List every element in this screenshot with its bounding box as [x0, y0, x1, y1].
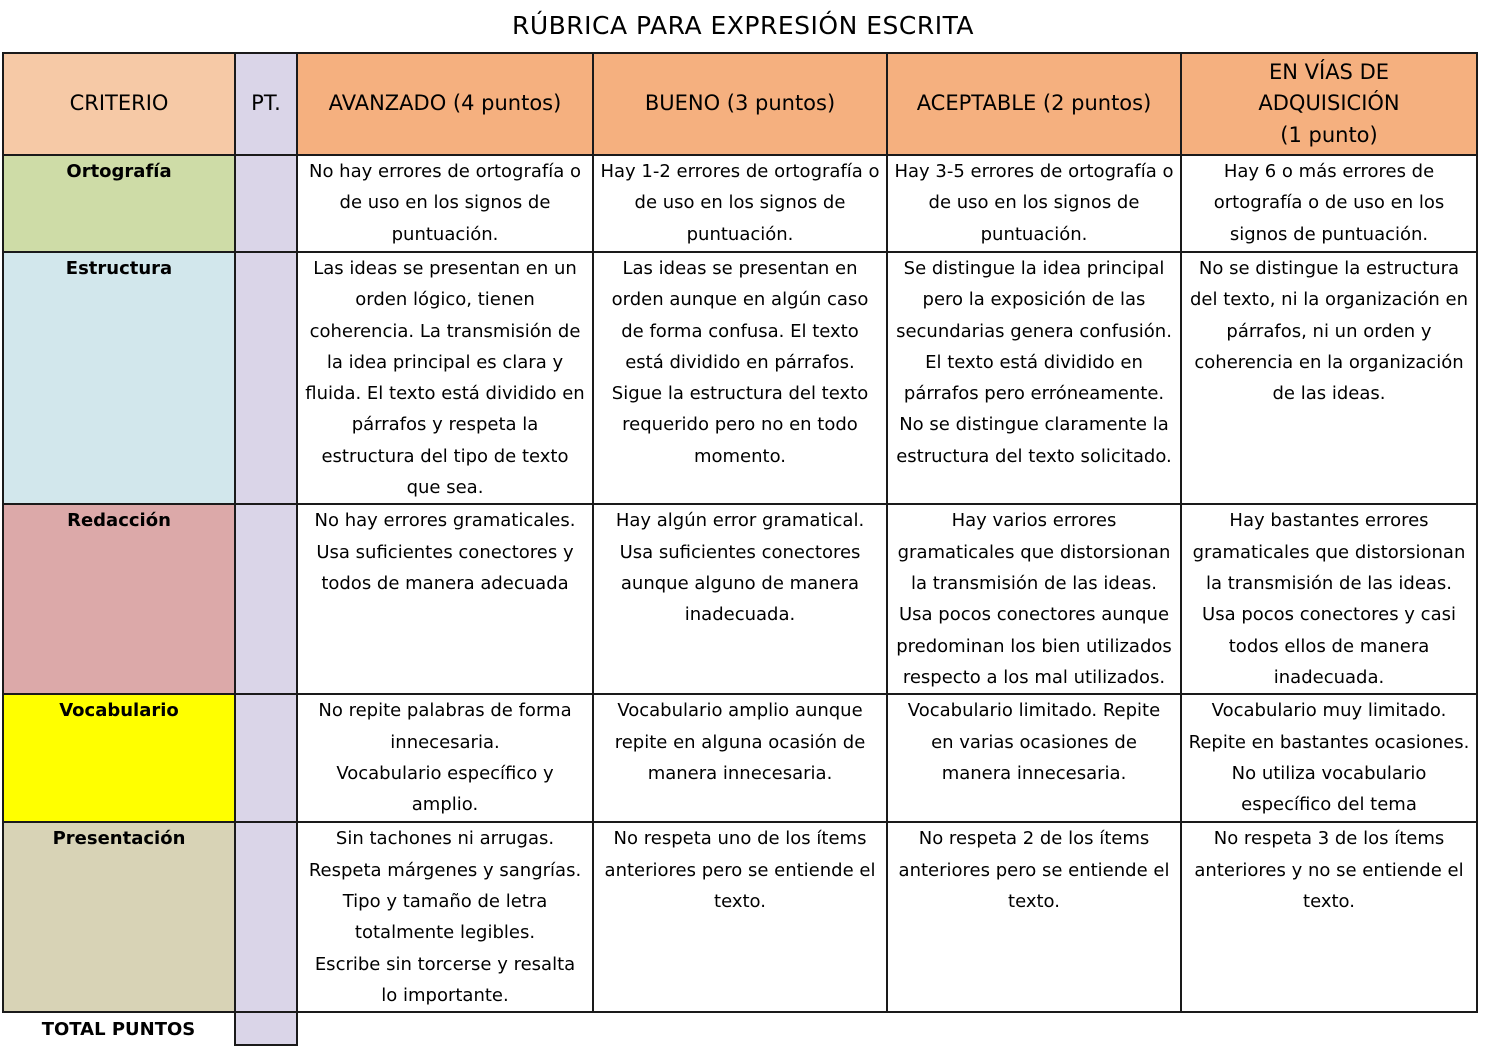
- cell-vocabulario-aceptable: Vocabulario limitado. Repite en varias ocasiones de manera innecesaria.: [887, 694, 1181, 822]
- header-pt: PT.: [235, 53, 297, 155]
- row-vocabulario: [3, 694, 1477, 822]
- pt-cell-estructura[interactable]: [235, 252, 297, 504]
- cell-estructura-avanzado: Las ideas se presentan en un orden lógico, tienen coherencia. La transmisión de la idea principal es clara y fluida. El texto está dividido en párrafos y respeta la estructura del tipo de texto que sea.: [297, 252, 593, 504]
- cell-line: No repite palabras de forma innecesaria.: [318, 700, 572, 753]
- cell-redaccion-en-vias: Hay bastantes errores gramaticales que distorsionan la transmisión de las ideas. Usa pocos conectores y casi todos ellos de manera inadecuada.: [1181, 504, 1477, 694]
- header-row: [3, 53, 1477, 155]
- cell-redaccion-aceptable: Hay varios errores gramaticales que distorsionan la transmisión de las ideas. Usa pocos conectores aunque predominan los bien utilizados respecto a los mal utilizados.: [887, 504, 1181, 694]
- criterio-redaccion: Redacción: [3, 504, 235, 694]
- header-en-vias-title: EN VÍAS DE ADQUISICIÓN: [1258, 60, 1400, 116]
- cell-line: Vocabulario específico y amplio.: [336, 762, 554, 816]
- total-row: [3, 1012, 1477, 1045]
- cell-vocabulario-en-vias: [1181, 694, 1477, 822]
- cell-line: Vocabulario muy limitado.: [1211, 700, 1447, 722]
- header-criterio: CRITERIO: [3, 53, 235, 155]
- cell-line: Tipo y tamaño de letra totalmente legibles.: [342, 890, 548, 944]
- cell-line: Respeta márgenes y sangrías.: [308, 859, 582, 881]
- row-estructura: [3, 252, 1477, 504]
- pt-cell-presentacion[interactable]: [235, 822, 297, 1012]
- row-ortografia: [3, 155, 1477, 252]
- cell-line: No utiliza vocabulario específico del tema: [1231, 762, 1427, 816]
- criterio-ortografia: Ortografía: [3, 155, 235, 252]
- cell-ortografia-bueno: Hay 1-2 errores de ortografía o de uso en los signos de puntuación.: [593, 155, 887, 252]
- cell-estructura-bueno: Las ideas se presentan en orden aunque en algún caso de forma confusa. El texto está dividido en párrafos. Sigue la estructura del texto requerido pero no en todo momento.: [593, 252, 887, 504]
- cell-vocabulario-bueno: Vocabulario amplio aunque repite en alguna ocasión de manera innecesaria.: [593, 694, 887, 822]
- cell-estructura-aceptable: Se distingue la idea principal pero la exposición de las secundarias genera confusión. El texto está dividido en párrafos pero erróneamente. No se distingue claramente la estructura del texto solicitado.: [887, 252, 1181, 504]
- header-en-vias: [1181, 53, 1477, 155]
- pt-cell-ortografia[interactable]: [235, 155, 297, 252]
- header-avanzado: AVANZADO (4 puntos): [297, 53, 593, 155]
- pt-cell-vocabulario[interactable]: [235, 694, 297, 822]
- cell-redaccion-avanzado: No hay errores gramaticales. Usa suficientes conectores y todos de manera adecuada: [297, 504, 593, 694]
- cell-ortografia-aceptable: Hay 3-5 errores de ortografía o de uso en los signos de puntuación.: [887, 155, 1181, 252]
- total-label: TOTAL PUNTOS: [41, 1018, 196, 1040]
- row-presentacion: [3, 822, 1477, 1012]
- cell-presentacion-bueno: No respeta uno de los ítems anteriores pero se entiende el texto.: [593, 822, 887, 1012]
- cell-line: Sin tachones ni arrugas.: [335, 828, 555, 850]
- header-aceptable: ACEPTABLE (2 puntos): [887, 53, 1181, 155]
- cell-line: Repite en bastantes ocasiones.: [1188, 731, 1470, 753]
- header-en-vias-points: (1 punto): [1280, 122, 1378, 147]
- total-row-spacer: [297, 1012, 1477, 1045]
- cell-presentacion-aceptable: No respeta 2 de los ítems anteriores pero se entiende el texto.: [887, 822, 1181, 1012]
- cell-presentacion-avanzado: [297, 822, 593, 1012]
- criterio-estructura: Estructura: [3, 252, 235, 504]
- cell-line: Escribe sin torcerse y resalta lo importante.: [314, 953, 576, 1006]
- cell-vocabulario-avanzado: [297, 694, 593, 822]
- cell-estructura-en-vias: No se distingue la estructura del texto, ni la organización en párrafos, ni un orden y coherencia en la organización de las ideas.: [1181, 252, 1477, 504]
- page-title: RÚBRICA PARA EXPRESIÓN ESCRITA: [511, 11, 975, 40]
- cell-ortografia-en-vias: Hay 6 o más errores de ortografía o de uso en los signos de puntuación.: [1181, 155, 1477, 252]
- header-bueno: BUENO (3 puntos): [593, 53, 887, 155]
- criterio-presentacion: Presentación: [3, 822, 235, 1012]
- rubric-table: [2, 52, 1478, 1046]
- cell-redaccion-bueno: Hay algún error gramatical. Usa suficientes conectores aunque alguno de manera inadecuada.: [593, 504, 887, 694]
- criterio-vocabulario: Vocabulario: [3, 694, 235, 822]
- pt-cell-redaccion[interactable]: [235, 504, 297, 694]
- row-redaccion: [3, 504, 1477, 694]
- cell-presentacion-en-vias: No respeta 3 de los ítems anteriores y no se entiende el texto.: [1181, 822, 1477, 1012]
- cell-ortografia-avanzado: No hay errores de ortografía o de uso en los signos de puntuación.: [297, 155, 593, 252]
- total-points-cell[interactable]: [235, 1012, 297, 1045]
